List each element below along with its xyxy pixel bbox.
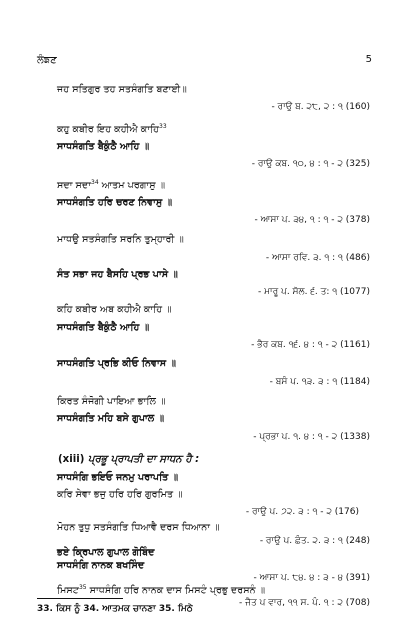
citation: - ਪ੍ਰਭਾ ਪ. ੧. ੪ : ੧ - ੨ (1338) — [253, 432, 370, 443]
verse-line: ਜਹ ਸਤਿਗੁਰ ਤਹ ਸਤਸੰਗਤਿ ਬਣਾਈ॥ — [57, 84, 187, 95]
page-number: 5 — [365, 54, 372, 65]
verse-line: ਸਾਧਸੰਗਤਿ ਹਰਿ ਚਰਣ ਨਿਵਾਸੁ ॥ — [57, 196, 173, 208]
citation: - ਮਾਰੂ ਪ. ਸੋਲ. ੬. ਤ: ੧ (1077) — [257, 287, 370, 298]
verse-line: ਕਰਿ ਸੇਵਾ ਭਜੁ ਹਰਿ ਹਰਿ ਗੁਰਮਿਤ ॥ — [57, 489, 183, 501]
citation: - ਜੈਤ ਪ ਵਾਰ, ੧੧ ਸ. ਪੰ. ੧ : ੨ (708) — [239, 598, 370, 609]
citation: - ਬਸੰ ਪ. ੧੩. ੩ : ੧ (1184) — [269, 376, 370, 387]
verse-line: ਸਾਧਸੰਗਤਿ ਬੈਕੁੰਠੈ ਆਹਿ ॥ — [57, 140, 150, 152]
verse-line: ਮਿਸਟ$^{35}$ ਸਾਧਸੰਗਿ ਹਰਿ ਨਾਨਕ ਦਾਸ ਮਿਸਟੰ ਪ੍ਰਭੁ ਦਰਸਨੰ ॥ — [57, 583, 266, 596]
verse-line: ਸਾਧਸੰਗਿ ਭਇਓ ਜਨਮੁ ਪਰਾਪਤਿ ॥ — [57, 471, 179, 483]
footnote-marker: 33 — [159, 122, 167, 130]
citation: - ਰਾਉ ਪ. ਛੰਤ. ੨. ੩ : ੧ (248) — [259, 535, 370, 546]
citation: - ਆਸਾ ਪ. ੮੪. ੪ : ੩ - ੪ (391) — [253, 573, 370, 584]
verse-line: ਸਾਧਸੰਗਿ ਨਾਨਕ ਬਖਸਿੰਦ — [57, 559, 145, 571]
section-heading: (xiii) ਪ੍ਰਭੂ ਪ੍ਰਾਪਤੀ ਦਾ ਸਾਧਨ ਹੈ : — [58, 453, 200, 465]
verse-line: ਕਹੁ ਕਬੀਰ ਇਹ ਕਹੀਐ ਕਾਹਿ$^{33}$ — [57, 122, 167, 135]
footnote: 33. ਕਿਸ ਨੂੰ 34. ਆਤਮਕ ਚਾਨਣਾ 35. ਮਿਠੇ — [37, 604, 193, 614]
footnote-marker: 34 — [91, 179, 99, 187]
verse-line: ਕਹਿ ਕਬੀਰ ਅਬ ਕਹੀਐ ਕਾਹਿ ॥ — [57, 304, 172, 316]
verse-line: ਭਏ ਕ੍ਰਿਪਾਲ ਗੁਪਾਲ ਗੋਬਿੰਦ — [57, 547, 155, 559]
verse-line: ਕਿਰਤ ਸੰਜੋਗੀ ਪਾਇਆ ਭਾਲਿ ॥ — [57, 396, 166, 408]
citation: - ਭੈਰ ਕਬ. ੧੬. ੪ : ੧ - ੨ (1161) — [251, 340, 370, 351]
verse-line: ਸਾਧਸੰਗਤਿ ਬੈਕੁੰਠੈ ਆਹਿ ॥ — [57, 322, 150, 334]
footnote-rule — [37, 598, 123, 599]
verse-line: ਸੰਤ ਸਭਾ ਜਹ ਬੈਸਹਿ ਪ੍ਰਭ ਪਾਸੇ ॥ — [57, 268, 178, 280]
citation: - ਰਾਉ ਕਬ. ੧੦, ੪ : ੧ - ੨ (325) — [251, 158, 370, 169]
verse-line: ਮੋਹਨ ਤੁਧੁ ਸਤਸੰਗਤਿ ਧਿਆਵੈ ਦਰਸ ਧਿਆਨਾ ॥ — [57, 522, 220, 534]
verse-line: ਮਾਧਉ ਸਤਸੰਗਤਿ ਸਰਨਿ ਤੁਮ੍ਹਾਰੀ ॥ — [57, 233, 184, 245]
verse-line: ਸਾਧਸੰਗਤਿ ਮਹਿ ਬਸੇ ਗੁਪਾਲ ॥ — [57, 413, 165, 425]
verse-line: ਸਦਾ ਸਦਾ$^{34}$ ਆਤਮ ਪਰਗਾਸੁ ॥ — [57, 179, 166, 192]
footnote-marker: 35 — [78, 583, 87, 591]
citation: - ਰਾਉ ਪ. ੭੨. ੩ : ੧ - ੨ (176) — [245, 507, 359, 518]
verse-line: ਸਾਧਸੰਗਤਿ ਪ੍ਰਭਿ ਕੀਓ ਨਿਵਾਸ ॥ — [57, 358, 176, 370]
citation: - ਰਾਉ ਬ. ੨੮, ੨ : ੧ (160) — [271, 102, 370, 113]
citation: - ਆਸਾ ਰਵਿ. ੩. ੧ : ੧ (486) — [265, 252, 370, 263]
citation: - ਆਸਾ ਪ. ੩੪, ੧ : ੧ - ੨ (378) — [254, 214, 370, 225]
running-header: ਲੰਙਣ — [37, 55, 57, 66]
